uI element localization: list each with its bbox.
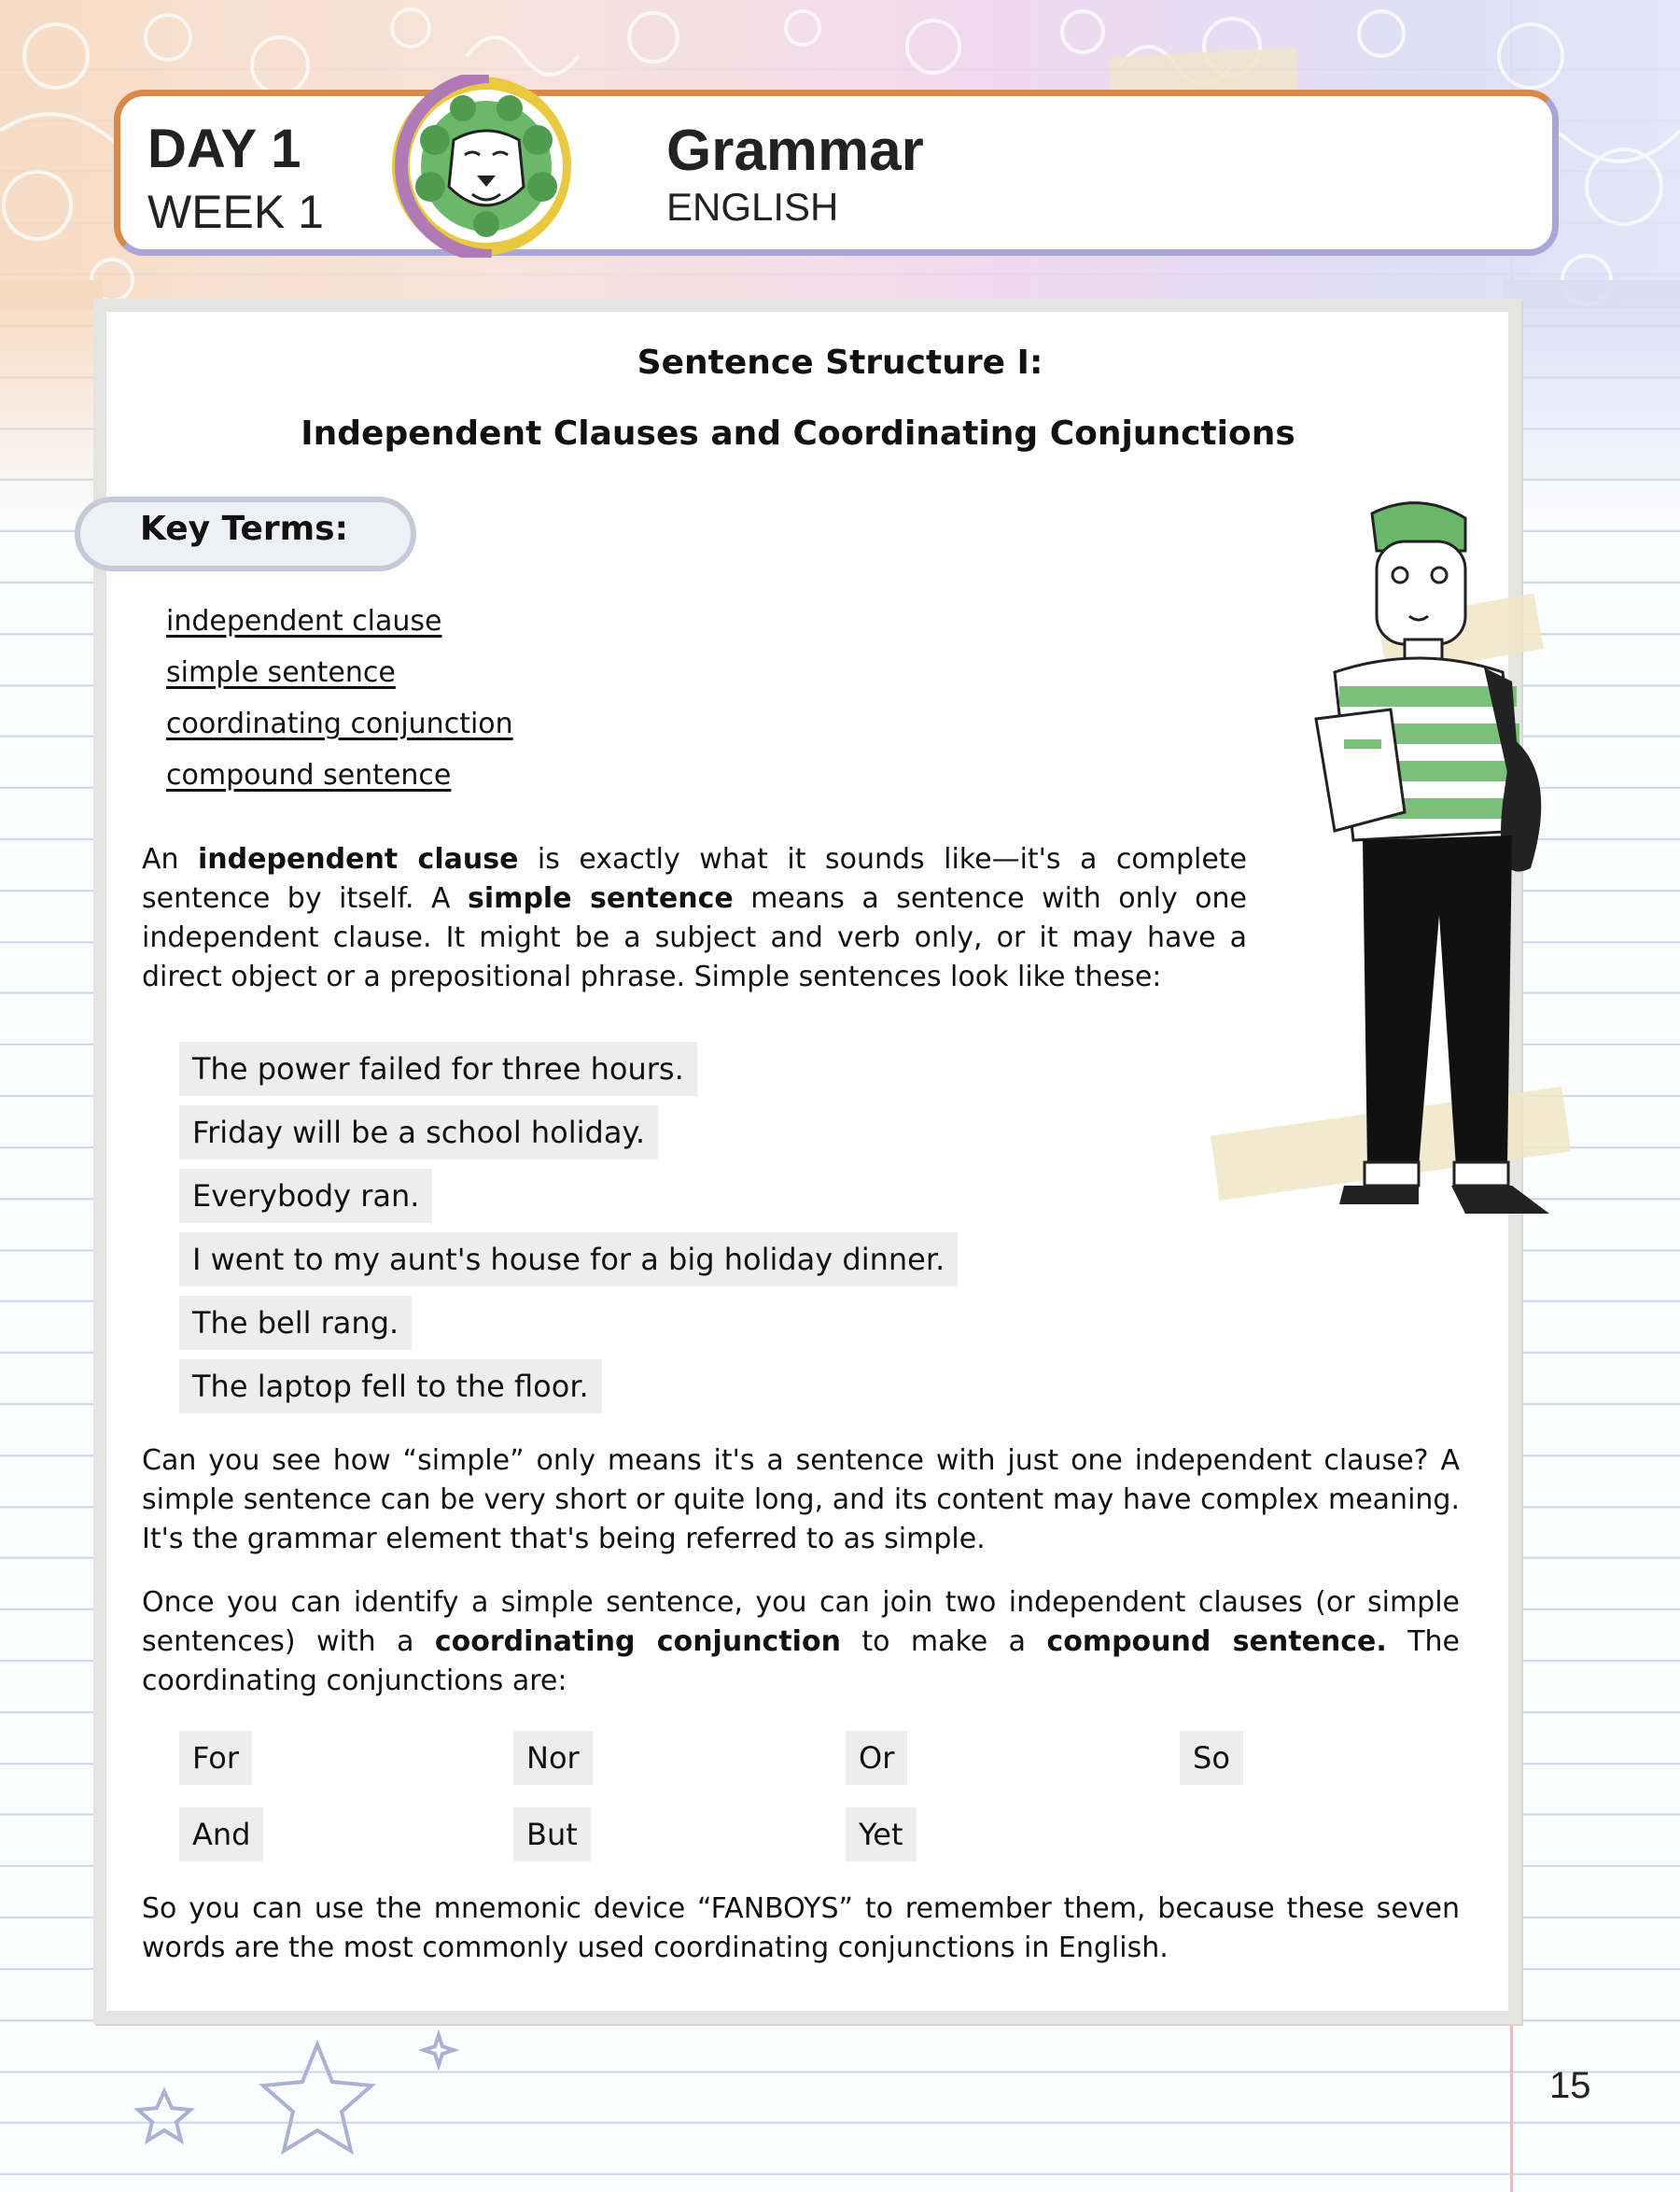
example-sentence: The laptop fell to the floor. — [179, 1359, 602, 1413]
key-term-item[interactable]: independent clause — [166, 605, 442, 638]
star-icon — [138, 2091, 190, 2141]
star-icon — [424, 2035, 454, 2065]
conjunction-chip: For — [179, 1731, 252, 1785]
lion-badge — [370, 75, 603, 258]
example-sentence: The power failed for three hours. — [179, 1042, 697, 1096]
conjunction-chip: But — [513, 1807, 591, 1862]
conjunction-chip: Nor — [513, 1731, 593, 1785]
key-term-item[interactable]: coordinating conjunction — [166, 708, 513, 740]
stars-decoration — [131, 2016, 485, 2157]
paragraph-simple-explanation: Can you see how “simple” only means it's a sentence with just one independent clause? A simple sentence can be very short or quite long, and its content may have complex meaning. It's the grammar element that's being referred to as simple. — [142, 1444, 1460, 1555]
key-term-item[interactable]: compound sentence — [166, 759, 452, 792]
conjunction-chip: Or — [846, 1731, 907, 1785]
paragraph-intro: An independent clause is exactly what it sounds like—it's a complete sentence by itself. A simple sentence means a sentence with only one independent clause. It might be a subject and verb only, or it may have a direct object or a prepositional phrase. Simple sentences look like these: — [142, 843, 1248, 993]
doodle-right-decoration — [1503, 280, 1680, 523]
example-sentence: I went to my aunt's house for a big holiday dinner. — [179, 1232, 958, 1286]
example-sentence: The bell rang. — [179, 1296, 412, 1350]
key-term-item[interactable]: simple sentence — [166, 656, 396, 689]
subject-title: Grammar — [666, 119, 924, 183]
paragraph-compound-intro: Once you can identify a simple sentence, you can join two independent clauses (or simple sentences) with a coordinating conjunction to make a compound sentence. The coordinating conjunctions are: — [142, 1586, 1460, 1697]
example-sentence: Everybody ran. — [179, 1169, 432, 1223]
page-number: 15 — [1549, 2065, 1591, 2106]
conjunction-chip: So — [1180, 1731, 1243, 1785]
lesson-subtitle: Independent Clauses and Coordinating Conjunctions — [301, 415, 1295, 453]
conjunction-chip: Yet — [846, 1807, 917, 1862]
subject-subtitle: ENGLISH — [666, 185, 839, 229]
student-illustration — [1195, 495, 1587, 1242]
day-label: DAY 1 — [147, 119, 301, 179]
lesson-title: Sentence Structure I: — [637, 344, 1043, 382]
doodle-left-decoration — [0, 280, 103, 523]
star-icon — [263, 2044, 371, 2151]
example-sentence: Friday will be a school holiday. — [179, 1105, 658, 1159]
key-terms-label: Key Terms: — [140, 510, 348, 548]
paragraph-fanboys: So you can use the mnemonic device “FANBOYS” to remember them, because these seven words are the most commonly used coordinating conjunctions in English. — [142, 1892, 1460, 1964]
week-label: WEEK 1 — [147, 186, 324, 238]
conjunction-chip: And — [179, 1807, 263, 1862]
